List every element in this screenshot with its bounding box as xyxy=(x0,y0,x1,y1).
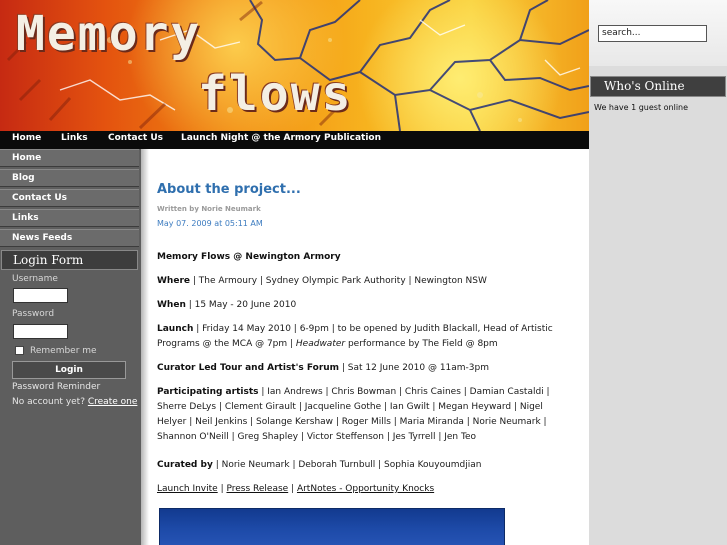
tour-label: Curator Led Tour and Artist's Forum xyxy=(157,363,340,373)
whos-online-title: Who's Online xyxy=(604,79,685,93)
login-button[interactable]: Login xyxy=(12,361,126,379)
password-field[interactable] xyxy=(13,324,68,339)
sidebar-item-contact-us[interactable] xyxy=(0,189,139,207)
main-content xyxy=(149,149,581,545)
sidebar-item-links[interactable] xyxy=(0,209,139,227)
article-byline: Written by Norie Neumark xyxy=(157,205,261,213)
where-label: Where xyxy=(157,276,190,286)
sidebar-item-label: Blog xyxy=(12,173,35,183)
launch-italic: Headwater xyxy=(295,339,346,349)
topnav-publication[interactable]: Publication xyxy=(324,133,382,143)
article-title[interactable]: About the project... xyxy=(157,182,301,197)
curated-paragraph xyxy=(157,458,562,473)
sidebar-item-label: Contact Us xyxy=(12,193,68,203)
banner-title-line2: flows xyxy=(198,66,353,122)
launch-label: Launch xyxy=(157,324,194,334)
article-heading xyxy=(157,250,562,265)
topnav-launch-night[interactable]: Launch Night @ the Armory xyxy=(181,133,321,143)
column-divider xyxy=(141,149,149,545)
artists-text: | Ian Andrews | Chris Bowman | Chris Caines | Damian Castaldi | Sherre DeLys | Clement Girault | Jacqueline Gothe | Ian Gwilt | Megan Heyward | Nigel Helyer | Neil Jenkins | Solange Kershaw | Roger Mills | Maria Miranda | Norie Neumark | Shannon O'Neill | Greg Shapley | Victor Steffenson | Jes Tyrrell | Jen Teo xyxy=(157,387,550,442)
sidebar-item-home[interactable] xyxy=(0,149,139,167)
topnav-home[interactable]: Home xyxy=(12,133,42,143)
login-form-title: Login Form xyxy=(13,253,84,267)
sidebar-item-label: News Feeds xyxy=(12,233,73,243)
banner-title-line1: Memory xyxy=(16,6,202,62)
username-field[interactable] xyxy=(13,288,68,303)
press-release-link[interactable]: Press Release xyxy=(226,484,289,494)
remember-me-checkbox[interactable] xyxy=(15,346,24,355)
link-separator: | xyxy=(217,484,227,494)
launch-invite-link[interactable]: Launch Invite xyxy=(157,484,218,494)
no-account-text xyxy=(12,397,137,407)
launch-paragraph xyxy=(157,322,562,352)
topnav-contact-us[interactable]: Contact Us xyxy=(108,133,164,143)
whos-online-heading xyxy=(590,76,726,97)
username-label: Username xyxy=(12,274,58,284)
right-sidebar xyxy=(589,0,727,545)
sidebar-item-label: Links xyxy=(12,213,39,223)
artnotes-link[interactable]: ArtNotes - Opportunity Knocks xyxy=(296,484,435,494)
password-label: Password xyxy=(12,309,55,319)
sidebar-item-label: Home xyxy=(12,153,42,163)
artists-paragraph xyxy=(157,385,562,445)
left-sidebar xyxy=(0,149,141,545)
sidebar-item-news-feeds[interactable] xyxy=(0,229,139,247)
artists-label: Participating artists xyxy=(157,387,259,397)
curated-label: Curated by xyxy=(157,460,213,470)
no-account-label: No account yet? xyxy=(12,397,85,407)
create-account-link[interactable]: Create one xyxy=(87,397,138,407)
topnav-links[interactable]: Links xyxy=(61,133,88,143)
site-banner xyxy=(0,0,589,131)
where-text: | The Armoury | Sydney Olympic Park Authority | Newington NSW xyxy=(189,276,487,286)
where-paragraph xyxy=(157,274,562,289)
links-paragraph xyxy=(157,482,562,497)
whos-online-text: We have 1 guest online xyxy=(594,103,689,112)
when-paragraph xyxy=(157,298,562,313)
when-label: When xyxy=(157,300,186,310)
login-form-heading xyxy=(1,250,138,270)
article-date: May 07. 2009 at 05:11 AM xyxy=(157,219,263,228)
sidebar-item-blog[interactable] xyxy=(0,169,139,187)
launch-text2: performance by The Field @ 8pm xyxy=(345,339,498,349)
tour-paragraph xyxy=(157,361,562,376)
remember-me-label: Remember me xyxy=(30,346,97,356)
heading-text: Memory Flows @ Newington Armory xyxy=(157,252,341,262)
search-input[interactable]: search... xyxy=(598,25,707,42)
tour-text: | Sat 12 June 2010 @ 11am-3pm xyxy=(339,363,490,373)
top-navigation xyxy=(0,131,589,149)
password-reminder-link[interactable]: Password Reminder xyxy=(12,382,101,392)
when-text: | 15 May - 20 June 2010 xyxy=(185,300,297,310)
link-separator: | xyxy=(288,484,297,494)
curated-text: | Norie Neumark | Deborah Turnbull | Sophia Kouyoumdjian xyxy=(212,460,482,470)
launch-text: | Friday 14 May 2010 | 6-9pm | to be opened by Judith Blackall, Head of Artistic Programs @ the MCA @ 7pm | xyxy=(157,324,553,349)
article-image xyxy=(159,508,505,545)
